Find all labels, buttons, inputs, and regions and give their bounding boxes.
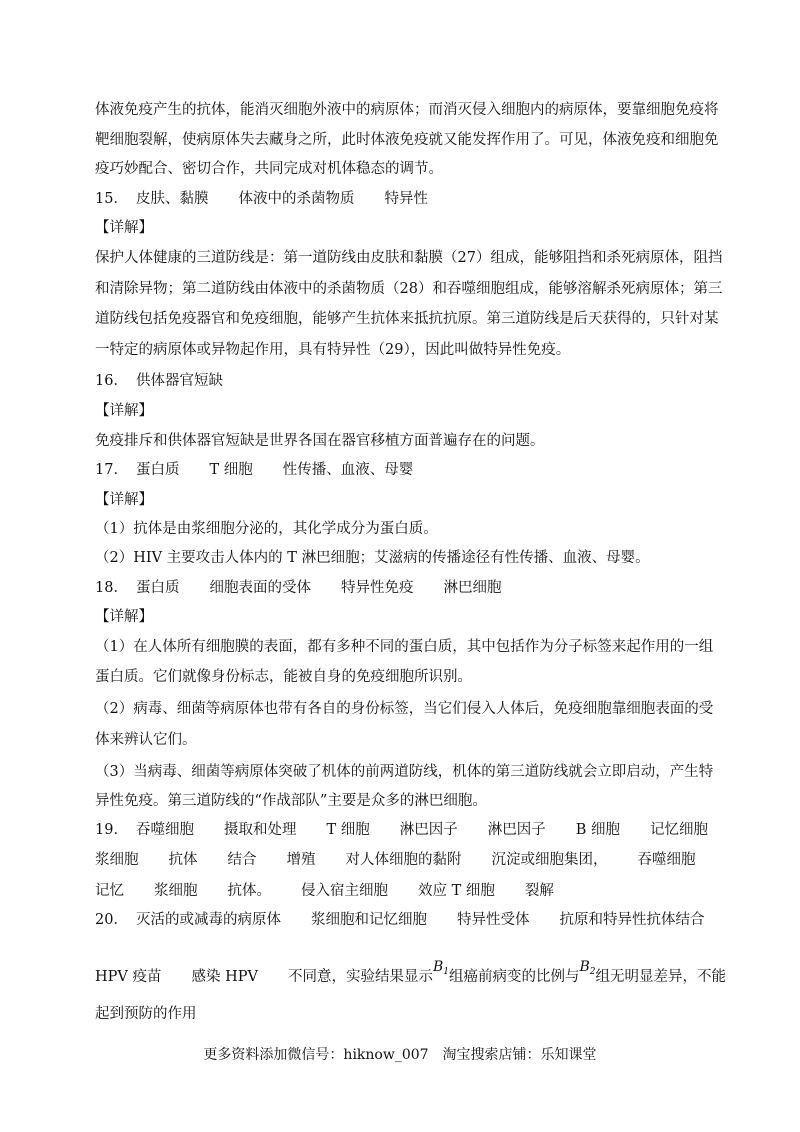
- detail-label: 【详解】: [95, 609, 153, 625]
- subscript: 2: [589, 967, 596, 977]
- answer: 性传播、血液、母婴: [282, 462, 414, 478]
- answer: 抗原和特异性抗体结合: [559, 912, 705, 928]
- answer: 不同意，实验结果显示: [287, 969, 433, 985]
- answer: 抗体。: [227, 883, 271, 899]
- answer: 体液中的杀菌物质: [238, 191, 355, 207]
- answer: 抗体: [168, 852, 198, 868]
- answer: 蛋白质: [135, 462, 180, 478]
- answer: 蛋白质: [135, 580, 180, 596]
- answer: 组癌前病变的比例与: [449, 969, 580, 985]
- answer: 浆细胞: [95, 852, 139, 868]
- answer: 效应 T 细胞: [418, 883, 495, 899]
- intro-line-1: 体液免疫产生的抗体，能消灭细胞外液中的病原体；而消灭侵入细胞内的病原体，要靠细胞免疫将: [95, 102, 719, 118]
- q20-answer-row-3: 起到预防的作用: [95, 1006, 197, 1022]
- q18-detail-1: （1）在人体所有细胞膜的表面，都有多种不同的蛋白质，其中包括作为分子标签来起作用的一组: [95, 639, 714, 655]
- answer: 吞噬细胞: [637, 852, 696, 868]
- q15-detail-4: 一特定的病原体或异物起作用，具有特异性（29），因此叫做特异性免疫。: [95, 342, 571, 358]
- variable-b2: [580, 959, 596, 975]
- q18-detail-3: （2）病毒、细菌等病原体也带有各自的身份标签，当它们侵入人体后，免疫细胞靠细胞表面的受: [95, 701, 714, 717]
- answer: 浆细胞: [154, 883, 198, 899]
- answer: 灭活的或减毒的病原体: [135, 912, 281, 928]
- answer: 沉淀或细胞集团，: [491, 852, 608, 868]
- question-number: 19．: [95, 822, 128, 838]
- q19-answer-row-3: [95, 882, 584, 900]
- answer: 增殖: [286, 852, 316, 868]
- q18-detail-2: 蛋白质。它们就像身份标志，能被自身的免疫细胞所识别。: [95, 669, 472, 685]
- variable-letter: B: [432, 959, 444, 975]
- answer: 淋巴细胞: [443, 580, 502, 596]
- question-number: 17．: [95, 462, 128, 478]
- answer: 记忆细胞: [650, 822, 708, 838]
- q17-answer: [95, 461, 443, 479]
- answer: 供体器官短缺: [135, 373, 223, 389]
- q20-answer-row-1: [95, 911, 734, 929]
- question-number: 18．: [95, 580, 128, 596]
- answer: 吞噬细胞: [135, 822, 194, 838]
- answer: 组无明显差异，不能: [595, 969, 727, 985]
- question-number: 15．: [95, 191, 128, 207]
- answer: 特异性免疫: [340, 580, 414, 596]
- answer: 特异性受体: [456, 912, 530, 928]
- q19-answer-row-2: [95, 851, 726, 869]
- answer: B 细胞: [575, 822, 620, 838]
- answer: 裂解: [524, 883, 554, 899]
- intro-line-2: 靶细胞裂解，使病原体失去藏身之所，此时体液免疫就又能发挥作用了。可见，体液免疫和细胞免: [95, 132, 719, 148]
- answer: T 细胞: [326, 822, 370, 838]
- q15-detail-1: 保护人体健康的三道防线是：第一道防线由皮肤和黏膜（27）组成，能够阻挡和杀死病原体，阻挡: [95, 250, 723, 266]
- variable-b1: [433, 959, 449, 975]
- intro-line-3: 疫巧妙配合、密切合作，共同完成对机体稳态的调节。: [95, 161, 443, 177]
- answer: 淋巴因子: [399, 822, 458, 838]
- q16-detail-1: 免疫排斥和供体器官短缺是世界各国在器官移植方面普遍存在的问题。: [95, 433, 545, 449]
- answer: T 细胞: [209, 462, 253, 478]
- question-number: 16．: [95, 373, 128, 389]
- subscript: 1: [443, 967, 449, 977]
- q15-detail-3: 道防线包括免疫器官和免疫细胞，能够产生抗体来抵抗抗原。第三道防线是后天获得的，只针对某: [95, 311, 719, 327]
- answer: 细胞表面的受体: [209, 580, 311, 596]
- q15-detail-2: 和清除异物；第二道防线由体液中的杀菌物质（28）和吞噬细胞组成，能够溶解杀死病原体；第三: [95, 281, 723, 297]
- q18-detail-6: 异性免疫。第三道防线的“作战部队”主要是众多的淋巴细胞。: [95, 793, 487, 809]
- q17-detail-1: （1）抗体是由浆细胞分泌的，其化学成分为蛋白质。: [95, 521, 438, 537]
- answer: HPV 疫苗: [95, 969, 162, 985]
- detail-label: 【详解】: [95, 220, 153, 236]
- answer: 对人体细胞的黏附: [345, 852, 462, 868]
- answer: 淋巴因子: [487, 822, 546, 838]
- answer: 侵入宿主细胞: [301, 883, 388, 899]
- answer: 结合: [227, 852, 257, 868]
- detail-label: 【详解】: [95, 492, 153, 508]
- variable-letter: B: [579, 959, 590, 975]
- q17-detail-2: （2）HIV 主要攻击人体内的 T 淋巴细胞；艾滋病的传播途径有性传播、血液、母婴。: [95, 550, 650, 566]
- q19-answer-row-1: [95, 821, 738, 839]
- q16-answer: [95, 372, 253, 390]
- answer: 特异性: [384, 191, 428, 207]
- answer: 感染 HPV: [191, 969, 258, 985]
- q20-answer-row-2: [95, 959, 727, 991]
- answer: 摄取和处理: [223, 822, 297, 838]
- q18-answer: [95, 579, 531, 597]
- footer-note: 更多资料添加微信号：hiknow_007 淘宝搜索店铺：乐知课堂: [203, 1047, 597, 1063]
- answer: 皮肤、黏膜: [135, 191, 209, 207]
- question-number: 20．: [95, 912, 128, 928]
- q18-detail-4: 体来辨认它们。: [95, 732, 197, 748]
- answer: 浆细胞和记忆细胞: [310, 912, 427, 928]
- detail-label: 【详解】: [95, 403, 153, 419]
- answer: 记忆: [95, 883, 124, 899]
- q15-answer: [95, 190, 458, 208]
- q18-detail-5: （3）当病毒、细菌等病原体突破了机体的前两道防线，机体的第三道防线就会立即启动，产生特: [95, 764, 714, 780]
